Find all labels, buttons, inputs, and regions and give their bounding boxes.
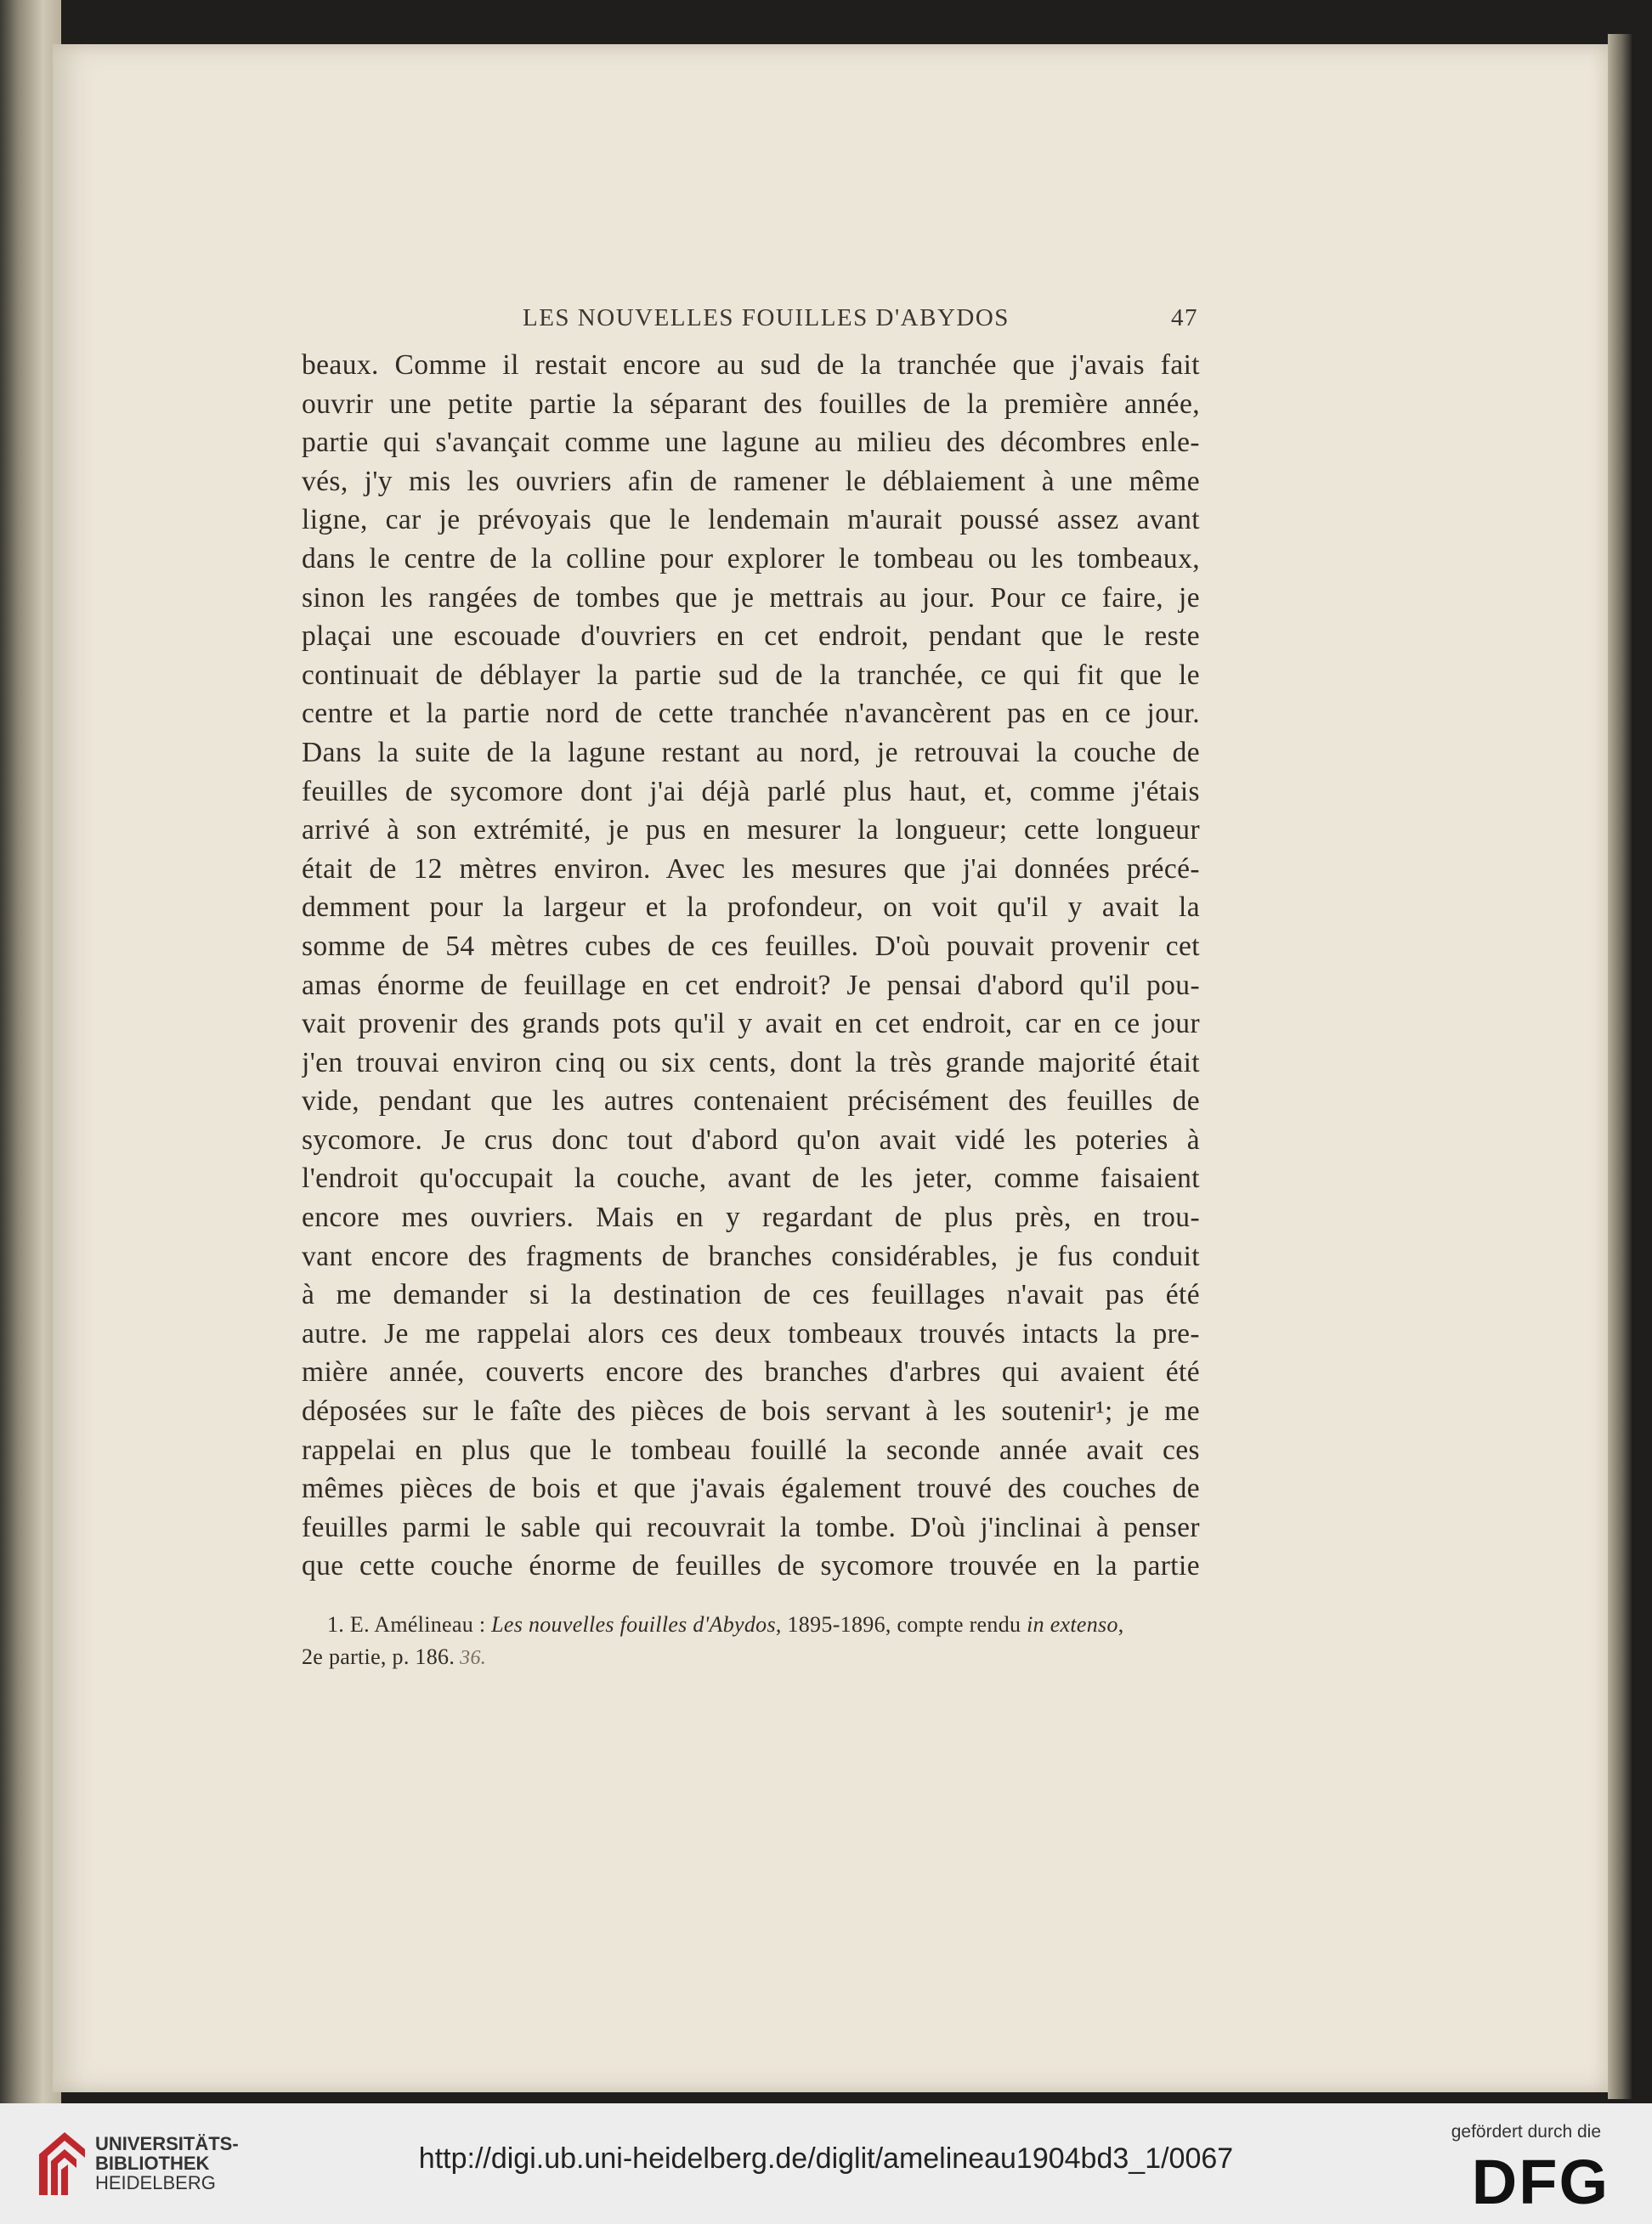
body-text <box>302 346 1200 1586</box>
page-number: 47 <box>1171 304 1198 331</box>
body-line: feuilles de sycomore dont j'ai déjà parlé plus haut, et, comme j'étais <box>302 775 1200 807</box>
body-line: ouvrir une petite partie la séparant des fouilles de la première année, <box>302 388 1200 420</box>
body-line: était de 12 mètres environ. Avec les mesures que j'ai données précé- <box>302 852 1200 885</box>
body-line: mêmes pièces de bois et que j'avais également trouvé des couches de <box>302 1473 1200 1505</box>
handwritten-note: 36. <box>460 1647 487 1669</box>
body-line: vant encore des fragments de branches considérables, je fus conduit <box>302 1240 1200 1272</box>
body-line: plaçai une escouade d'ouvriers en cet endroit, pendant que le reste <box>302 620 1200 653</box>
footnotes <box>302 1609 1200 1674</box>
body-line: somme de 54 mètres cubes de ces feuilles. D'où pouvait provenir cet <box>302 930 1200 962</box>
body-line: mière année, couverts encore des branches d'arbres qui avaient été <box>302 1356 1200 1389</box>
footer-bar <box>0 2103 1652 2224</box>
body-line: beaux. Comme il restait encore au sud de la tranchée que j'avais fait <box>302 349 1200 381</box>
body-line: à me demander si la destination de ces feuillages n'avait pas été <box>302 1279 1200 1311</box>
body-line: dans le centre de la colline pour explorer le tombeau ou les tombeaux, <box>302 542 1200 574</box>
body-line: rappelai en plus que le tombeau fouillé la seconde année avait ces <box>302 1434 1200 1466</box>
body-line: feuilles parmi le sable qui recouvrait la tombe. D'où j'inclinai à penser <box>302 1511 1200 1543</box>
body-line: autre. Je me rappelai alors ces deux tombeaux trouvés intacts la pre- <box>302 1317 1200 1350</box>
body-line: j'en trouvai environ cinq ou six cents, dont la très grande majorité était <box>302 1046 1200 1078</box>
body-line: continuait de déblayer la partie sud de la tranchée, ce qui fit que le <box>302 659 1200 691</box>
body-line: centre et la partie nord de cette tranchée n'avancèrent pas en ce jour. <box>302 698 1200 730</box>
page-stack-edge <box>1608 34 1632 2099</box>
body-line: demment pour la largeur et la profondeur, on voit qu'il y avait la <box>302 891 1200 924</box>
running-title: LES NOUVELLES FOUILLES D'ABYDOS <box>523 304 1010 331</box>
body-line: que cette couche énorme de feuilles de sycomore trouvée en la partie <box>302 1550 1200 1582</box>
body-line: amas énorme de feuillage en cet endroit? Je pensai d'abord qu'il pou- <box>302 969 1200 1001</box>
footnote-line-1: 1. E. Amélineau : Les nouvelles fouilles d'Abydos, 1895-1896, compte rendu in extenso, <box>327 1612 1124 1637</box>
body-line: sycomore. Je crus donc tout d'abord qu'on avait vidé les poteries à <box>302 1123 1200 1156</box>
body-line: Dans la suite de la lagune restant au nord, je retrouvai la couche de <box>302 736 1200 768</box>
library-name: UNIVERSITÄTS- BIBLIOTHEK HEIDELBERG <box>95 2133 239 2193</box>
body-line: encore mes ouvriers. Mais en y regardant de plus près, en trou- <box>302 1202 1200 1234</box>
permalink-url[interactable]: http://digi.ub.uni-heidelberg.de/diglit/amelineau1904bd3_1/0067 <box>418 2142 1234 2175</box>
body-line: vait provenir des grands pots qu'il y avait en cet endroit, car en ce jour <box>302 1008 1200 1040</box>
dfg-logo: DFG <box>1471 2147 1610 2217</box>
funded-by-label: gefördert durch die <box>1451 2122 1601 2142</box>
body-line: partie qui s'avançait comme une lagune au milieu des décombres enle- <box>302 427 1200 459</box>
body-line: arrivé à son extrémité, je pus en mesurer la longueur; cette longueur <box>302 814 1200 846</box>
body-line: vide, pendant que les autres contenaient précisément des feuilles de <box>302 1085 1200 1118</box>
body-line: vés, j'y mis les ouvriers afin de ramener le déblaiement à une même <box>302 465 1200 497</box>
body-line: l'endroit qu'occupait la couche, avant de les jeter, comme faisaient <box>302 1163 1200 1195</box>
body-line: déposées sur le faîte des pièces de bois servant à les soutenir¹; je me <box>302 1395 1200 1428</box>
body-line: ligne, car je prévoyais que le lendemain m'aurait poussé assez avant <box>302 504 1200 536</box>
body-line: sinon les rangées de tombes que je mettrais au jour. Pour ce faire, je <box>302 581 1200 614</box>
footnote-line-2: 2e partie, p. 186. 36. <box>302 1644 487 1669</box>
